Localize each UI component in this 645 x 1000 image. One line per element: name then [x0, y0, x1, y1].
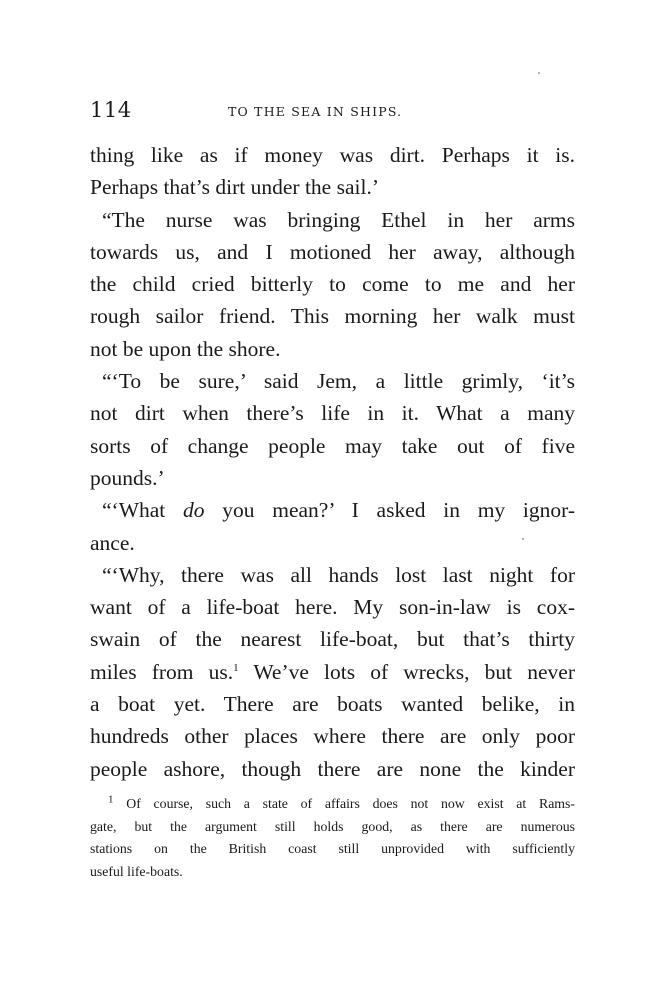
footnote-line: useful life-boats. — [90, 863, 183, 879]
text-line: not dirt when there’s life in it. What a many — [90, 401, 575, 426]
text-line: Perhaps that’s dirt under the sail.’ — [90, 175, 379, 200]
paper-speck — [522, 538, 524, 540]
footnote-ref: 1 — [233, 661, 239, 674]
text-line: rough sailor friend. This morning her walk must — [90, 304, 575, 329]
text-line: ance. — [90, 530, 135, 555]
text-line: want of a life-boat here. My son-in-law is cox- — [90, 595, 575, 620]
footnotes — [90, 793, 575, 883]
text-line: people ashore, though there are none the kinder — [90, 756, 575, 781]
running-head: TO THE SEA IN SHIPS. — [228, 104, 403, 119]
text-line: a boat yet. There are boats wanted belike, in — [90, 692, 575, 717]
body-text — [90, 139, 575, 785]
page-header — [90, 98, 575, 128]
text-line: sorts of change people may take out of five — [90, 433, 575, 458]
text-line: the child cried bitterly to come to me and her — [90, 272, 575, 297]
text-fragment: miles from us. — [90, 659, 234, 684]
text-line: swain of the nearest life-boat, but that’s thirty — [90, 627, 575, 652]
text-line: “‘Why, there was all hands lost last night for — [102, 562, 575, 587]
text-line: hundreds other places where there are only poor — [90, 724, 575, 749]
text-fragment: Of course, such a state of affairs does not now exist at Rams- — [126, 796, 576, 811]
text-fragment: “‘What — [102, 498, 166, 523]
footnote-line: stations on the British coast still unprovided with sufficiently — [90, 841, 575, 856]
text-line: “‘To be sure,’ said Jem, a little grimly, ‘it’s — [102, 369, 575, 394]
footnote-line — [90, 793, 575, 816]
text-fragment: you mean?’ I asked in my ignor- — [222, 498, 576, 523]
text-line — [90, 656, 575, 688]
italic-word: do — [183, 498, 205, 523]
text-fragment: We’ve lots of wrecks, but never — [238, 659, 575, 684]
text-line: thing like as if money was dirt. Perhaps it is. — [90, 143, 575, 167]
text-line: not be upon the shore. — [90, 336, 281, 361]
text-line: pounds.’ — [90, 465, 165, 490]
paper-speck — [538, 72, 540, 74]
footnote-marker: 1 — [108, 793, 114, 806]
text-line — [90, 494, 575, 526]
text-line: “The nurse was bringing Ethel in her arms — [102, 207, 575, 232]
text-line: towards us, and I motioned her away, although — [90, 239, 575, 264]
footnote-line: gate, but the argument still holds good, as there are numerous — [90, 818, 575, 834]
page-number: 114 — [90, 98, 132, 122]
